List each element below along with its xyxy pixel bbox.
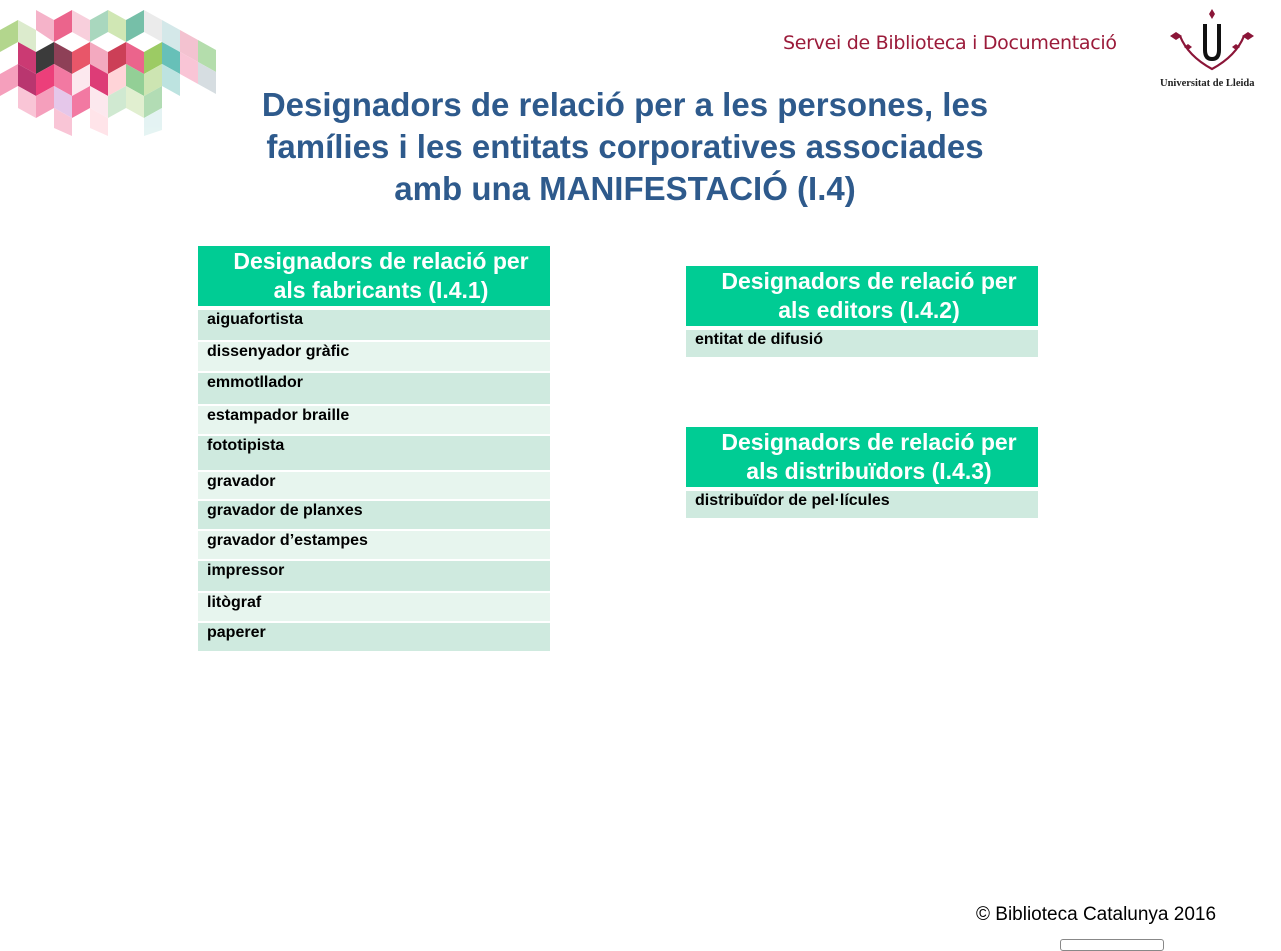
table-row: dissenyador gràfic	[198, 342, 550, 371]
distributors-table	[686, 427, 1038, 520]
slide-title	[225, 84, 1025, 210]
heading-line: als editors (I.4.2)	[778, 297, 960, 323]
heading-line: als fabricants (I.4.1)	[273, 277, 489, 303]
table-row: paperer	[198, 623, 550, 651]
table-heading	[198, 246, 550, 306]
service-name: Servei de Biblioteca i Documentació	[783, 32, 1117, 54]
table-row: impressor	[198, 561, 550, 591]
table-row: estampador braille	[198, 406, 550, 434]
title-line: famílies i les entitats corporatives associades	[266, 128, 984, 165]
table-row: distribuïdor de pel·lícules	[686, 491, 1038, 518]
heading-line: Designadors de relació per	[233, 248, 529, 274]
table-row: aiguafortista	[198, 310, 550, 340]
university-crest-icon	[1168, 6, 1258, 72]
heading-line: Designadors de relació per	[721, 429, 1017, 455]
table-row: gravador de planxes	[198, 501, 550, 529]
table-heading	[686, 427, 1038, 487]
decorative-mosaic	[0, 0, 240, 140]
table-row: emmotllador	[198, 373, 550, 404]
table-row: entitat de difusió	[686, 330, 1038, 357]
heading-line: Designadors de relació per	[721, 268, 1017, 294]
table-row: gravador d’estampes	[198, 531, 550, 559]
table-row: litògraf	[198, 593, 550, 621]
heading-line: als distribuïdors (I.4.3)	[746, 458, 992, 484]
table-heading	[686, 266, 1038, 326]
table-row: fototipista	[198, 436, 550, 470]
publishers-table	[686, 266, 1038, 359]
title-line: amb una MANIFESTACIÓ (I.4)	[394, 170, 856, 207]
table-row: gravador	[198, 472, 550, 499]
copyright-notice: © Biblioteca Catalunya 2016	[976, 904, 1217, 925]
title-line: Designadors de relació per a les persones, les	[261, 86, 989, 123]
bottom-box	[1060, 939, 1164, 951]
university-name: Universitat de Lleida	[1160, 78, 1255, 89]
manufacturers-table	[198, 246, 550, 653]
